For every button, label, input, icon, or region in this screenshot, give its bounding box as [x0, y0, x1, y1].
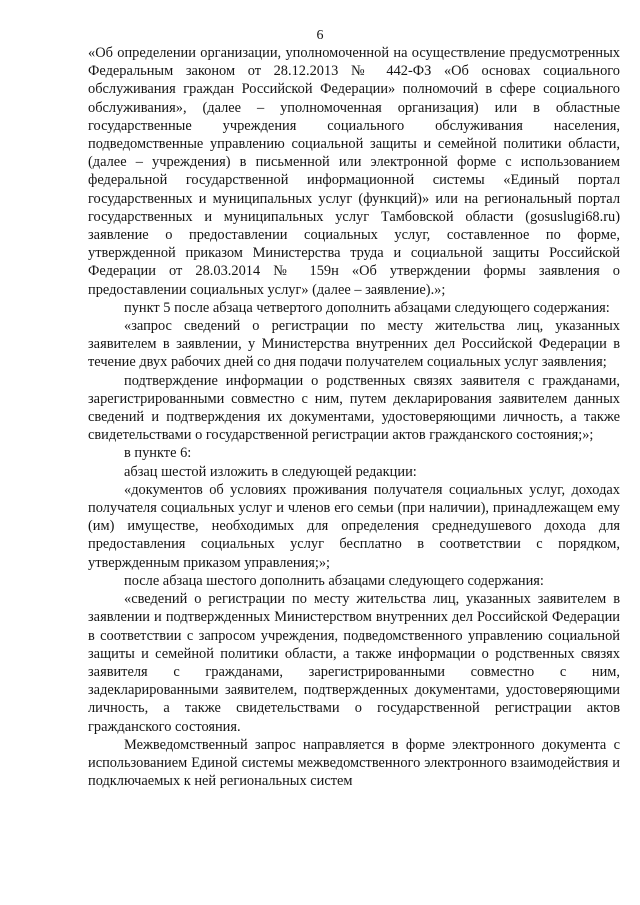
- paragraph-1: «Об определении организации, уполномоченной на осуществление предусмотренных Федеральным законом от 28.12.2013 № 442-ФЗ «Об основах социального обслуживания граждан Российской Федерации» полномочий в сфере социального обслуживания», (далее – уполномоченная организация) или в областные государственные учреждения социального обслуживания населения, подведомственные управлению социальной защиты и семейной политики области, (далее – учреждения) в письменной или электронной форме с использованием федеральной государственной информационной системы «Единый портал государственных и муниципальных услуг (функций)» или на региональный портал государственных и муниципальных услуг Тамбовской области (gosuslugi68.ru) заявление о предоставлении социальных услуг, составленное по форме, утвержденной приказом Министерства труда и социальной защиты Российской Федерации от 28.03.2014 № 159н «Об утверждении формы заявления о предоставлении социальных услуг» (далее – заявление).»;: [88, 45, 620, 298]
- document-body: [88, 44, 620, 790]
- paragraph-10: Межведомственный запрос направляется в форме электронного документа с использованием Единой системы межведомственного электронного взаимодействия и подключаемых к ней региональных систем: [88, 736, 620, 790]
- paragraph-6: абзац шестой изложить в следующей редакции:: [124, 463, 417, 480]
- paragraph-5: в пункте 6:: [124, 445, 192, 462]
- paragraph-8: после абзаца шестого дополнить абзацами следующего содержания:: [124, 572, 544, 589]
- page-number: 6: [316, 28, 324, 43]
- paragraph-9: «сведений о регистрации по месту жительства лиц, указанных заявителем в заявлении и подтвержденных Министерством внутренних дел Российской Федерации в соответствии с запросом учреждения, подведомственного управлению социальной защиты и семейной политики области, а также информации о родственных связях заявителя с гражданами, зарегистрированными совместно с ним, задекларированными заявителем, подтвержденных документами, удостоверяющими личность, а также свидетельствами о государственной регистрации актов гражданского состояния.: [88, 591, 620, 735]
- paragraph-7: «документов об условиях проживания получателя социальных услуг, доходах получателя социальных услуг и членов его семьи (при наличии), принадлежащем ему (им) имуществе, необходимых для определения среднедушевого дохода для предоставления социальных услуг бесплатно в соответствии с порядком, утвержденным приказом управления;»;: [88, 481, 620, 571]
- paragraph-3: «запрос сведений о регистрации по месту жительства лиц, указанных заявителем в заявлении, у Министерства внутренних дел Российской Федерации в течение двух рабочих дней со дня подачи получателем социальных услуг заявления;: [88, 318, 620, 371]
- paragraph-4: подтверждение информации о родственных связях заявителя с гражданами, зарегистрированными совместно с ним, путем декларирования заявителем данных сведений и подтверждения их документами, удостоверяющими личность, а также свидетельствами о государственной регистрации актов гражданского состояния;»;: [88, 372, 620, 444]
- paragraph-2: пункт 5 после абзаца четвертого дополнить абзацами следующего содержания:: [124, 299, 610, 316]
